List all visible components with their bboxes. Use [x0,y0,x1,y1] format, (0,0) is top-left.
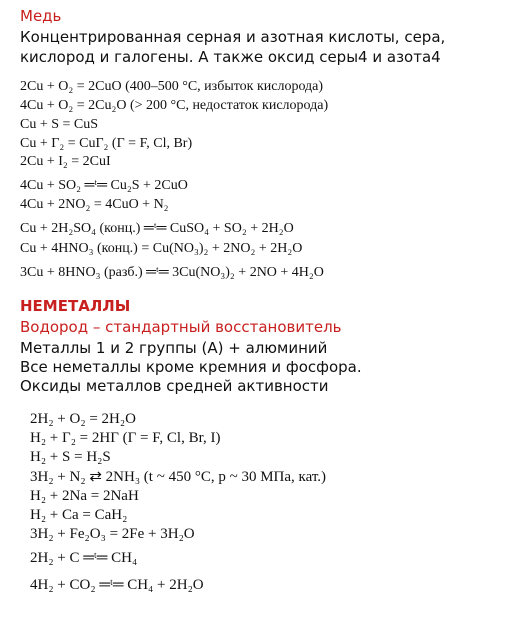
copper-equation: Cu + S = CuS [20,117,99,132]
copper-title: Медь [20,7,62,25]
copper-description: Концентрированная серная и азотная кислоты, сера, кислород и галогены. А также оксид серы4 и азота4 [20,28,446,66]
hydrogen-equation: H₂ + Ca = CaH₂ [30,507,128,523]
nonmetals-text-line: Все неметаллы кроме кремния и фосфора. [20,358,362,376]
nonmetals-text-line: Металлы 1 и 2 группы (А) + алюминий [20,339,328,357]
hydrogen-equation: H₂ + S = H₂S [30,449,111,465]
copper-equation: 4Cu + 2NO₂ = 4CuO + N₂ [20,197,169,212]
nonmetals-text-line: Оксиды металлов средней активности [20,377,329,395]
hydrogen-equation: 2H₂ + O₂ = 2H₂O [30,411,136,427]
copper-equation: Cu + Г₂ = CuГ₂ (Г = F, Cl, Br) [20,136,193,151]
hydrogen-equation: 3H₂ + N₂ ⇄ 2NH₃ (t ~ 450 °C, p ~ 30 МПа, кат.) [30,469,327,485]
hydrogen-equation: 4H₂ + CO₂ ═ᵗ═ CH₄ + 2H₂O [30,577,204,593]
hydrogen-equation: 2H₂ + C ═ᵗ═ CH₄ [30,550,138,566]
copper-equation: Cu + 2H₂SO₄ (конц.) ═ᵗ═ CuSO₄ + SO₂ + 2H₂O [20,221,294,236]
nonmetals-heading: НЕМЕТАЛЛЫ [20,297,131,315]
hydrogen-equation: 3H₂ + Fe₂O₃ = 2Fe + 3H₂O [30,526,195,542]
copper-equation: 3Cu + 8HNO₃ (разб.) ═ᵗ═ 3Cu(NO₃)₂ + 2NO + 4H₂O [20,265,324,280]
copper-equation: Cu + 4HNO₃ (конц.) = Cu(NO₃)₂ + 2NO₂ + 2H₂O [20,241,303,256]
copper-equation: 4Cu + SO₂ ═ᵗ═ Cu₂S + 2CuO [20,178,188,193]
hydrogen-subtitle: Водород – стандартный восстановитель [20,318,342,336]
copper-equation: 4Cu + O₂ = 2Cu₂O (> 200 °C, недостаток кислорода) [20,98,329,113]
copper-equation: 2Cu + I₂ = 2CuI [20,154,111,169]
hydrogen-equation: H₂ + 2Na = 2NaH [30,488,139,504]
hydrogen-equation: H₂ + Г₂ = 2НГ (Г = F, Cl, Br, I) [30,430,221,446]
copper-equation: 2Cu + O₂ = 2CuO (400–500 °C, избыток кислорода) [20,79,324,94]
